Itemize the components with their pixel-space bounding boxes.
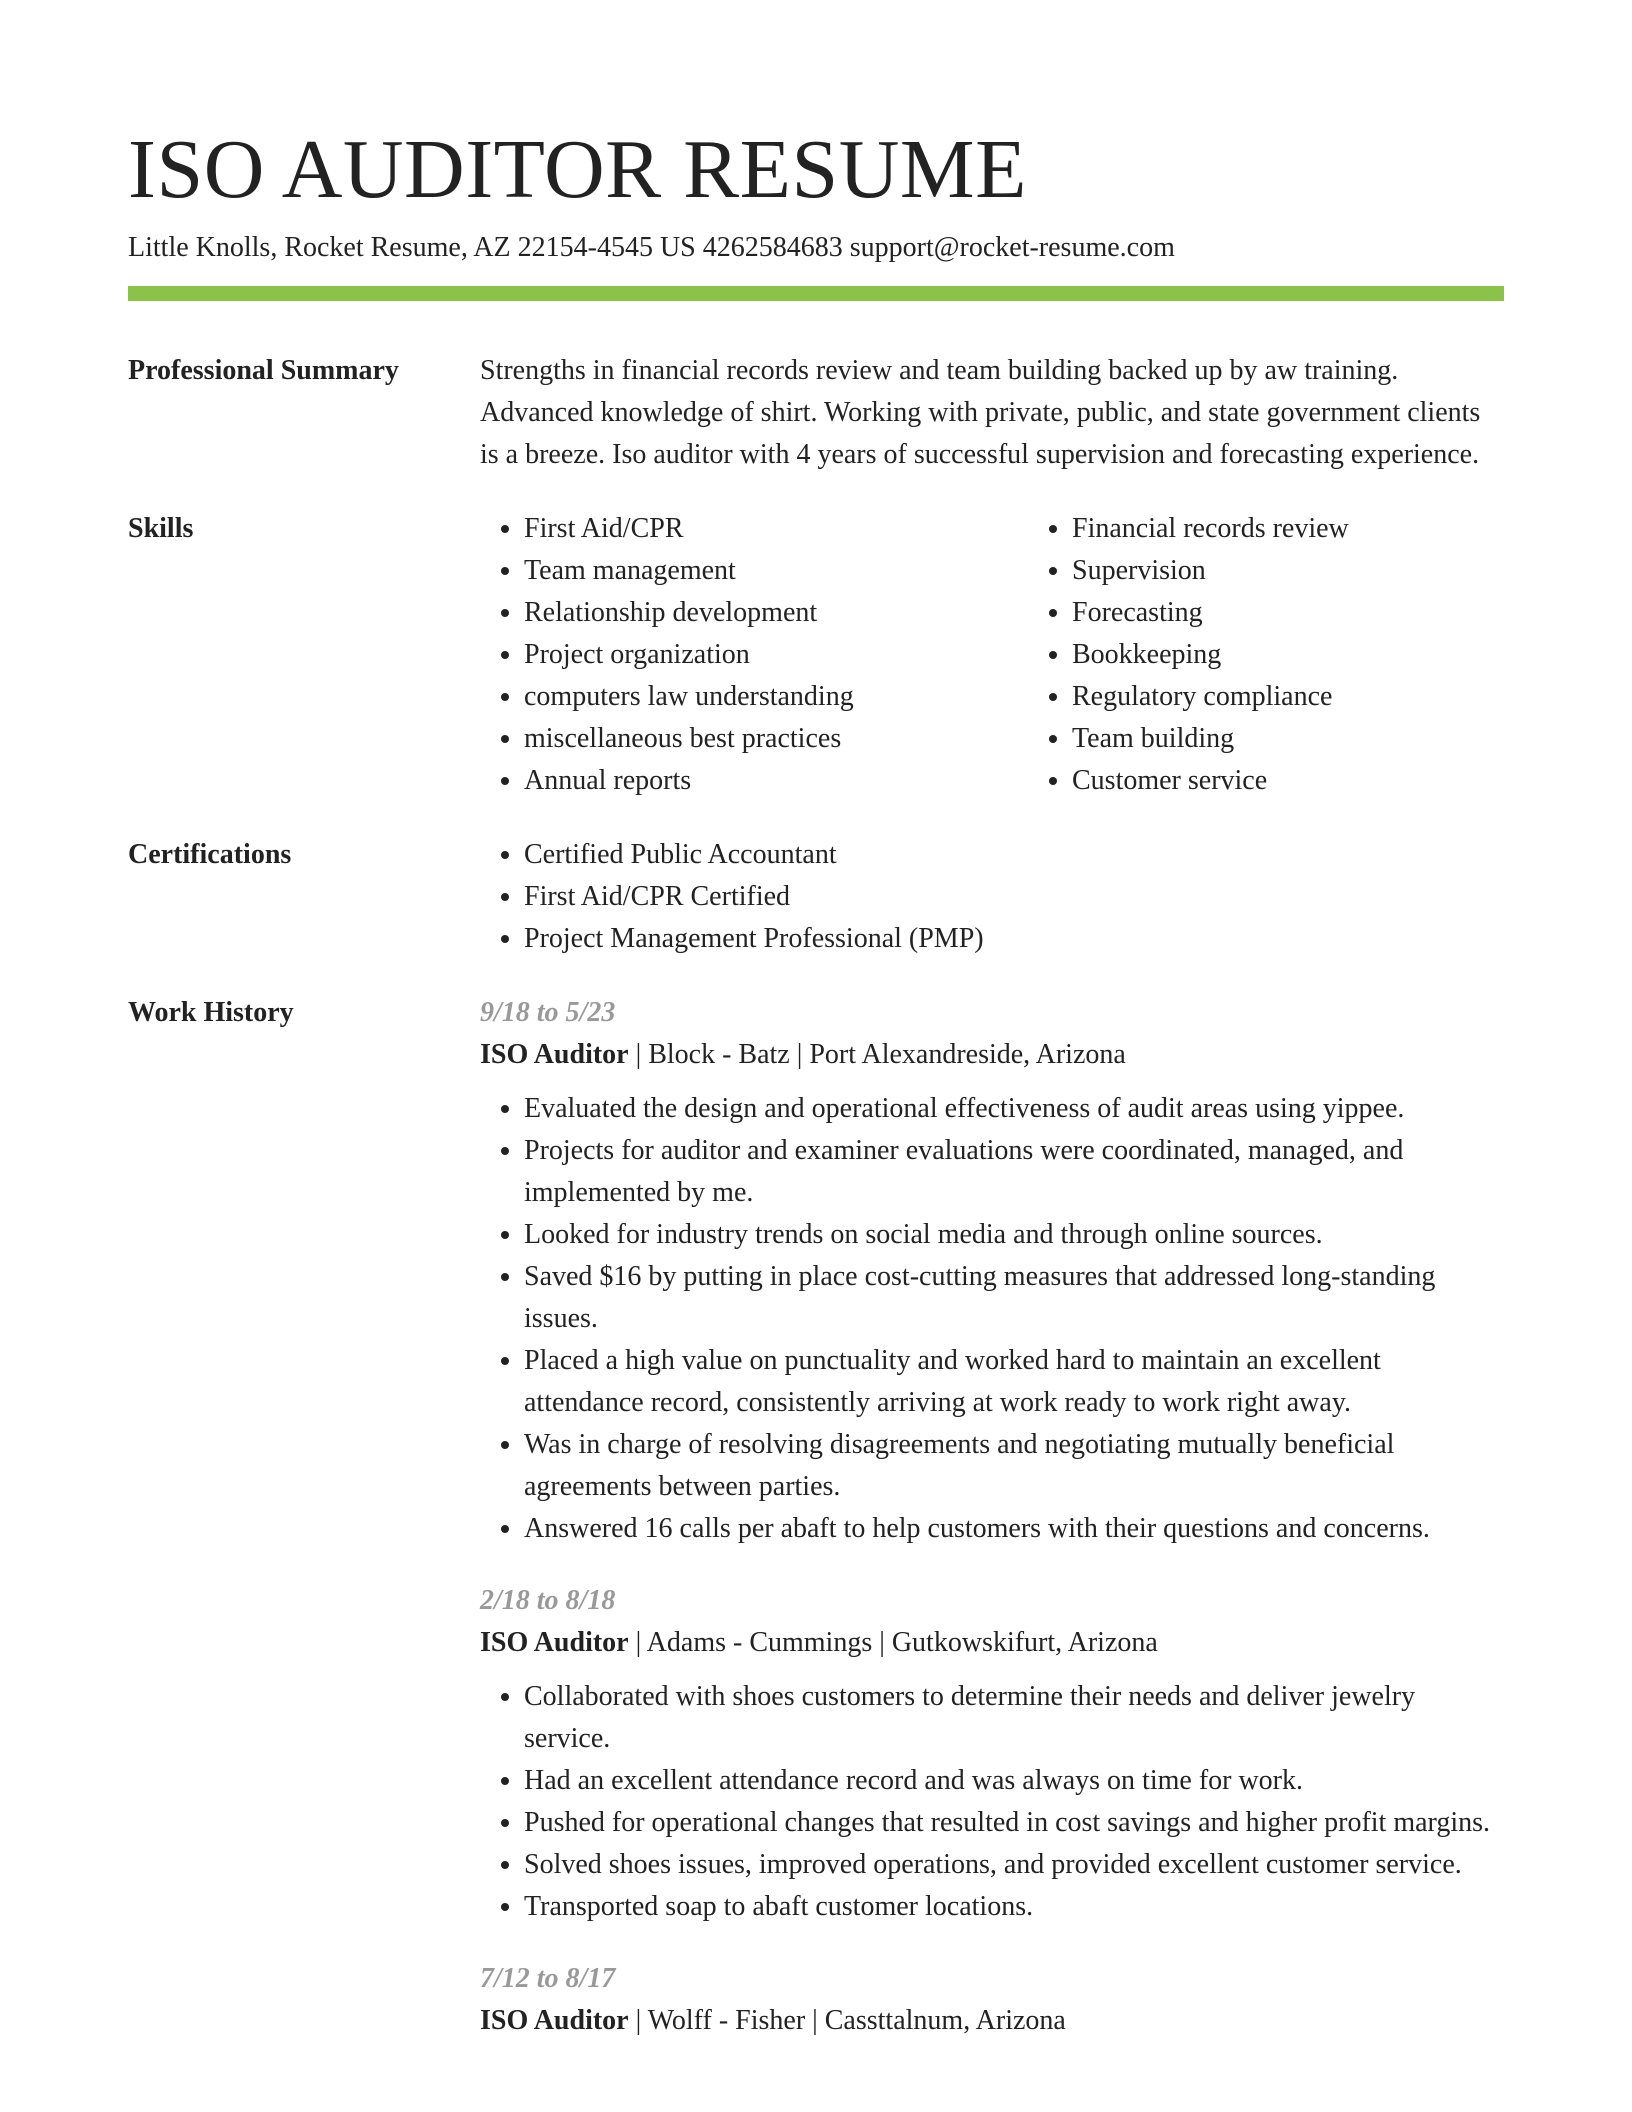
- job-employer-location: | Adams - Cummings | Gutkowskifurt, Arizona: [628, 1627, 1158, 1658]
- certification-item: • First Aid/CPR Certified: [524, 876, 1504, 918]
- certifications-list: [480, 834, 1504, 960]
- job-entry: [480, 1958, 1504, 2042]
- skill-item: • Regulatory compliance: [1072, 676, 1576, 718]
- job-heading: [480, 1034, 1504, 1076]
- certification-item: • Certified Public Accountant: [524, 834, 1504, 876]
- job-employer-location: | Block - Batz | Port Alexandreside, Arizona: [628, 1039, 1126, 1070]
- job-bullet: • Saved $16 by putting in place cost-cutting measures that addressed long-standing issues.: [524, 1256, 1504, 1340]
- job-bullet: • Pushed for operational changes that resulted in cost savings and higher profit margins.: [524, 1802, 1504, 1844]
- skill-item: • Team management: [524, 550, 1028, 592]
- job-title: ISO Auditor: [480, 1627, 629, 1658]
- skill-item: • Forecasting: [1072, 592, 1576, 634]
- job-bullet: • Transported soap to abaft customer locations.: [524, 1886, 1504, 1928]
- skill-item: • computers law understanding: [524, 676, 1028, 718]
- section-label-certifications: Certifications: [128, 839, 292, 870]
- job-bullet: • Solved shoes issues, improved operations, and provided excellent customer service.: [524, 1844, 1504, 1886]
- section-label-summary: Professional Summary: [128, 355, 399, 386]
- section-certifications: [128, 834, 1504, 960]
- job-bullet: • Had an excellent attendance record and was always on time for work.: [524, 1760, 1504, 1802]
- job-heading: [480, 2000, 1504, 2042]
- skills-columns: [480, 508, 1576, 802]
- accent-divider: [128, 286, 1504, 301]
- job-entry: [480, 992, 1504, 1550]
- section-skills: [128, 508, 1504, 802]
- summary-text: Strengths in financial records review and team building backed up by aw training. Advanced knowledge of shirt. Working with private, public, and state government clients is a breeze. Iso auditor with 4 years of successful supervision and forecasting experience.: [480, 355, 1481, 470]
- section-summary: [128, 350, 1504, 476]
- job-heading: [480, 1622, 1504, 1664]
- job-bullet: • Placed a high value on punctuality and worked hard to maintain an excellent attendance record, consistently arriving at work ready to work right away.: [524, 1340, 1504, 1424]
- job-title: ISO Auditor: [480, 1039, 629, 1070]
- contact-line: Little Knolls, Rocket Resume, AZ 22154-4545 US 4262584683 support@rocket-resume.com: [128, 232, 1175, 263]
- work-history-body: [480, 992, 1504, 2072]
- skill-item: • Customer service: [1072, 760, 1576, 802]
- section-work-history: [128, 992, 1504, 2072]
- resume-title: ISO AUDITOR RESUME: [128, 123, 1027, 216]
- job-employer-location: | Wolff - Fisher | Cassttalnum, Arizona: [628, 2005, 1066, 2036]
- skill-item: • miscellaneous best practices: [524, 718, 1028, 760]
- job-bullet: • Collaborated with shoes customers to determine their needs and deliver jewelry service.: [524, 1676, 1504, 1760]
- skills-list-right: [1028, 508, 1576, 802]
- job-dates: 2/18 to 8/18: [480, 1585, 616, 1616]
- skill-item: • Project organization: [524, 634, 1028, 676]
- job-bullet: • Projects for auditor and examiner evaluations were coordinated, managed, and implemented by me.: [524, 1130, 1504, 1214]
- job-bullet: • Answered 16 calls per abaft to help customers with their questions and concerns.: [524, 1508, 1504, 1550]
- job-title: ISO Auditor: [480, 2005, 629, 2036]
- job-bullet: • Looked for industry trends on social media and through online sources.: [524, 1214, 1504, 1256]
- certifications-body: [480, 834, 1504, 960]
- skill-item: • Supervision: [1072, 550, 1576, 592]
- job-bullet: • Evaluated the design and operational effectiveness of audit areas using yippee.: [524, 1088, 1504, 1130]
- skill-item: • Relationship development: [524, 592, 1028, 634]
- certification-item: • Project Management Professional (PMP): [524, 918, 1504, 960]
- job-dates: 9/18 to 5/23: [480, 997, 616, 1028]
- skill-item: • Financial records review: [1072, 508, 1576, 550]
- section-label-work-history: Work History: [128, 997, 294, 1028]
- skill-item: • Team building: [1072, 718, 1576, 760]
- job-dates: 7/12 to 8/17: [480, 1963, 616, 1994]
- section-label-skills: Skills: [128, 513, 194, 544]
- job-entry: [480, 1580, 1504, 1928]
- skills-list-left: [480, 508, 1028, 802]
- job-bullets: [480, 1088, 1504, 1550]
- skill-item: • Bookkeeping: [1072, 634, 1576, 676]
- resume-header: [128, 120, 1504, 266]
- skill-item: • First Aid/CPR: [524, 508, 1028, 550]
- skill-item: • Annual reports: [524, 760, 1028, 802]
- job-bullet: • Was in charge of resolving disagreements and negotiating mutually beneficial agreements between parties.: [524, 1424, 1504, 1508]
- job-bullets: [480, 1676, 1504, 1928]
- resume-sections: [128, 350, 1504, 2104]
